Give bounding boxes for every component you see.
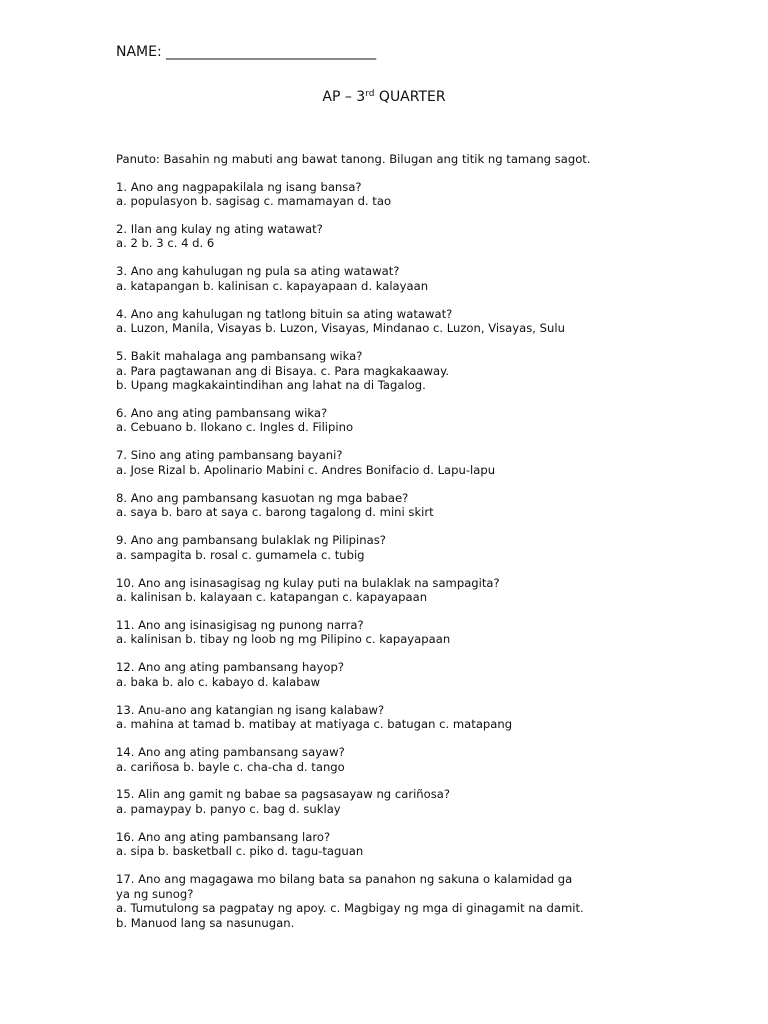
question-item — [116, 618, 676, 647]
question-item — [116, 745, 676, 774]
answer-choices: a. mahina at tamad b. matibay at matiyaga c. batugan c. matapang — [116, 717, 513, 732]
answer-choices: a. katapangan b. kalinisan c. kapayapaan d. kalayaan — [116, 278, 429, 293]
question-text: 11. Ano ang isinasigisag ng punong narra? — [116, 617, 364, 632]
answer-choices: a. populasyon b. sagisag c. mamamayan d. tao — [116, 194, 392, 208]
answer-choices: a. Jose Rizal b. Apolinario Mabini c. Andres Bonifacio d. Lapu-lapu — [116, 462, 496, 477]
question-text: 6. Ano ang ating pambansang wika? — [116, 405, 328, 420]
question-item — [116, 703, 676, 732]
answer-choices: a. saya b. baro at saya c. barong tagalong d. mini skirt — [116, 505, 434, 520]
answer-choices: b. Upang magkakaintindihan ang lahat na di Tagalog. — [116, 378, 426, 393]
page-title — [0, 89, 768, 105]
question-item — [116, 222, 676, 251]
question-text: 8. Ano ang pambansang kasuotan ng mga babae? — [116, 490, 409, 505]
question-text: 3. Ano ang kahulugan ng pula sa ating watawat? — [116, 264, 400, 279]
question-text: 2. Ilan ang kulay ng ating watawat? — [116, 221, 323, 236]
question-item — [116, 448, 676, 477]
answer-choices: a. Para pagtawanan ang di Bisaya. c. Para magkakaaway. — [116, 363, 450, 378]
question-text: 7. Sino ang ating pambansang bayani? — [116, 448, 343, 463]
question-item — [116, 264, 676, 293]
question-text: 15. Alin ang gamit ng babae sa pagsasayaw ng cariñosa? — [116, 787, 451, 802]
answer-choices: ya ng sunog? — [116, 886, 194, 901]
question-item — [116, 576, 676, 605]
instructions: Panuto: Basahin ng mabuti ang bawat tanong. Bilugan ang titik ng tamang sagot. — [116, 152, 591, 166]
answer-choices: a. sampagita b. rosal c. gumamela c. tubig — [116, 547, 365, 562]
title-suffix: QUARTER — [374, 89, 446, 105]
name-field-label: NAME: ______________________________ — [116, 44, 377, 60]
question-item — [116, 830, 676, 859]
worksheet-body — [116, 152, 676, 944]
answer-choices: a. Tumutulong sa pagpatay ng apoy. c. Magbigay ng mga di ginagamit na damit. — [116, 901, 584, 916]
question-item — [116, 307, 676, 336]
answer-choices: a. cariñosa b. bayle c. cha-cha d. tango — [116, 759, 345, 774]
question-text: 1. Ano ang nagpapakilala ng isang bansa? — [116, 179, 362, 194]
question-text: 12. Ano ang ating pambansang hayop? — [116, 660, 344, 675]
answer-choices: a. Luzon, Manila, Visayas b. Luzon, Visayas, Mindanao c. Luzon, Visayas, Sulu — [116, 321, 565, 336]
question-text: 9. Ano ang pambansang bulaklak ng Pilipinas? — [116, 533, 386, 548]
answer-choices: a. baka b. alo c. kabayo d. kalabaw — [116, 674, 321, 689]
answer-choices: a. 2 b. 3 c. 4 d. 6 — [116, 236, 215, 251]
answer-choices: a. sipa b. basketball c. piko d. tagu-taguan — [116, 844, 364, 859]
answer-choices: a. kalinisan b. kalayaan c. katapangan c. kapayapaan — [116, 590, 428, 605]
question-list — [116, 180, 676, 931]
answer-choices: a. kalinisan b. tibay ng loob ng mg Pilipino c. kapayapaan — [116, 632, 451, 647]
question-item — [116, 349, 676, 393]
question-text: 13. Anu-ano ang katangian ng isang kalabaw? — [116, 702, 385, 717]
question-item — [116, 406, 676, 435]
question-item — [116, 660, 676, 689]
question-text: 4. Ano ang kahulugan ng tatlong bituin sa ating watawat? — [116, 306, 453, 321]
question-text: 10. Ano ang isinasagisag ng kulay puti na bulaklak na sampagita? — [116, 575, 500, 590]
question-item — [116, 491, 676, 520]
title-prefix: AP – 3 — [322, 89, 366, 105]
question-item — [116, 787, 676, 816]
answer-choices: a. Cebuano b. Ilokano c. Ingles d. Filipino — [116, 420, 354, 435]
question-item — [116, 180, 676, 209]
answer-choices: a. pamaypay b. panyo c. bag d. suklay — [116, 801, 341, 816]
question-text: 16. Ano ang ating pambansang laro? — [116, 829, 331, 844]
question-text: 5. Bakit mahalaga ang pambansang wika? — [116, 349, 363, 364]
question-text: 14. Ano ang ating pambansang sayaw? — [116, 745, 345, 760]
question-text: 17. Ano ang magagawa mo bilang bata sa panahon ng sakuna o kalamidad ga — [116, 872, 573, 887]
answer-choices: b. Manuod lang sa nasunugan. — [116, 915, 295, 930]
question-item — [116, 533, 676, 562]
question-item — [116, 872, 676, 930]
title-superscript: rd — [365, 89, 375, 99]
